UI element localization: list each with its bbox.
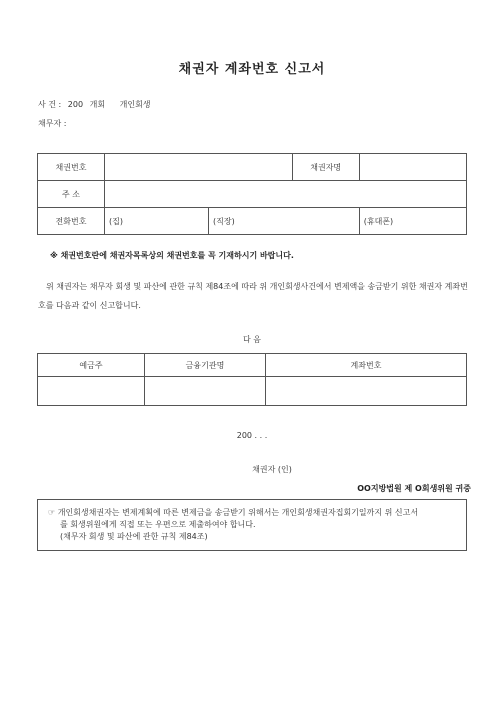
table-row (38, 208, 467, 235)
creditor-name-label: 채권자명 (292, 154, 359, 181)
following-label: 다 음 (243, 335, 261, 344)
phone-label: 전화번호 (38, 208, 105, 235)
creditor-number-field[interactable] (105, 154, 293, 181)
account-number-field[interactable] (266, 377, 467, 406)
table-row (38, 377, 467, 406)
column-header: 예금주 (38, 354, 145, 377)
home-phone-field[interactable]: (집) (105, 208, 209, 235)
declaration-paragraph: 위 채권자는 채무자 회생 및 파산에 관한 규칙 제84조에 따라 위 개인회생사건에서 변제액을 송금받기 위한 채권자 계좌번호를 다음과 같이 신고합니다. (38, 282, 468, 310)
guide-box (37, 499, 467, 551)
bank-name-field[interactable] (145, 377, 266, 406)
page-title: 채권자 계좌번호 신고서 (178, 62, 326, 77)
account-holder-field[interactable] (38, 377, 145, 406)
case-year: 200 (67, 100, 84, 109)
work-phone-field[interactable]: (직장) (209, 208, 360, 235)
table-header-row (38, 354, 467, 377)
guide-line-2: 를 회생위원에게 직접 또는 우편으로 제출하여야 합니다. (60, 520, 256, 529)
creditor-number-label: 채권번호 (38, 154, 105, 181)
court-addressee: OO지방법원 제 O회생위원 귀중 (357, 484, 471, 493)
case-label: 사 건 : (38, 100, 64, 109)
table-row (38, 181, 467, 208)
signature-line: 채권자 (인) (252, 465, 292, 474)
guide-line-3: (채무자 회생 및 파산에 관한 규칙 제84조) (60, 532, 208, 541)
debtor-label: 채무자 : (38, 119, 67, 128)
column-header: 계좌번호 (266, 354, 467, 377)
case-unit: 개회 (89, 100, 106, 109)
address-label: 주 소 (38, 181, 105, 208)
notice-text: ※ 채권번호란에 채권자목록상의 채권번호를 꼭 기재하시기 바랍니다. (50, 251, 294, 260)
mobile-phone-field[interactable]: (휴대폰) (359, 208, 466, 235)
date-line: 200 . . . (236, 431, 268, 440)
creditor-name-field[interactable] (359, 154, 466, 181)
account-table (37, 353, 467, 406)
creditor-info-table (37, 153, 467, 235)
address-field[interactable] (105, 181, 467, 208)
case-type: 개인회생 (119, 100, 151, 109)
table-row (38, 154, 467, 181)
case-line (38, 99, 155, 110)
column-header: 금융기관명 (145, 354, 266, 377)
guide-line-1: ☞ 개인회생채권자는 변제계획에 따른 변제금을 송금받기 위해서는 개인회생채권자집회기일까지 위 신고서 (48, 508, 419, 517)
debtor-line (38, 118, 70, 129)
